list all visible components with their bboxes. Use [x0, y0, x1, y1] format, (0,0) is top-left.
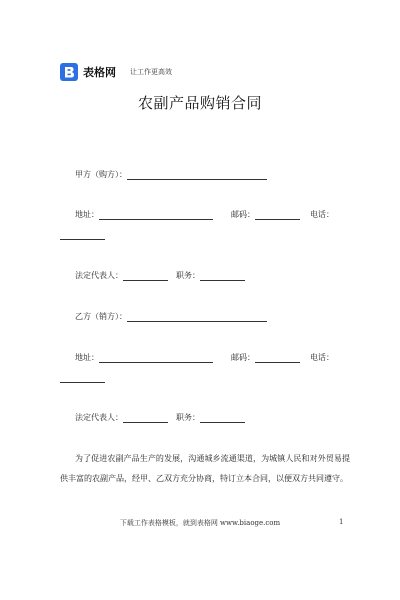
party-b-address-line [75, 353, 334, 363]
party-b-postcode-blank[interactable] [255, 353, 300, 363]
party-a-address-blank[interactable] [99, 210, 213, 220]
party-b-rep-blank[interactable] [123, 413, 168, 423]
party-b-position-blank[interactable] [200, 413, 245, 423]
postcode-label: 邮码： [231, 210, 255, 219]
party-a-line [75, 170, 267, 180]
party-a-postcode-blank[interactable] [255, 210, 300, 220]
postcode-label: 邮码： [231, 353, 255, 362]
party-a-position-blank[interactable] [200, 271, 245, 281]
party-a-name-blank[interactable] [127, 170, 267, 180]
party-b-line [75, 312, 267, 322]
phone-label: 电话： [310, 210, 334, 219]
brand-name[interactable]: 表格网 [83, 66, 116, 79]
address-label: 地址： [75, 353, 99, 362]
party-a-label: 甲方（购方）： [75, 170, 127, 179]
biaoge-logo-icon[interactable] [60, 63, 78, 81]
party-b-label: 乙方（销方）： [75, 312, 127, 321]
party-b-address-blank[interactable] [99, 353, 213, 363]
party-b-phone-blank[interactable] [60, 373, 105, 383]
party-b-name-blank[interactable] [127, 312, 267, 322]
party-a-phone-blank[interactable] [60, 230, 105, 240]
page-number: 1 [339, 518, 344, 526]
party-b-phone-line [60, 373, 105, 386]
rep-label: 法定代表人： [75, 413, 123, 422]
party-b-rep-line [75, 413, 245, 423]
party-a-phone-line [60, 230, 105, 243]
rep-label: 法定代表人： [75, 271, 123, 280]
header [60, 62, 172, 82]
position-label: 职务： [176, 413, 200, 422]
brand-slogan: 让工作更高效 [130, 68, 172, 76]
party-a-rep-blank[interactable] [123, 271, 168, 281]
address-label: 地址： [75, 210, 99, 219]
position-label: 职务： [176, 271, 200, 280]
footer-text: 下载工作表格模板，就到表格网 www.biaoge.com [119, 519, 281, 527]
intro-paragraph: 为了促进农副产品生产的发展，沟通城乡流通渠道，为城镇人民和对外贸易提供丰富的农副产品，经甲、乙双方充分协商，特订立本合同，以便双方共同遵守。 [60, 454, 350, 483]
document-title: 农副产品购销合同 [137, 94, 262, 112]
party-a-rep-line [75, 271, 245, 281]
party-a-address-line [75, 210, 334, 220]
phone-label: 电话： [310, 353, 334, 362]
